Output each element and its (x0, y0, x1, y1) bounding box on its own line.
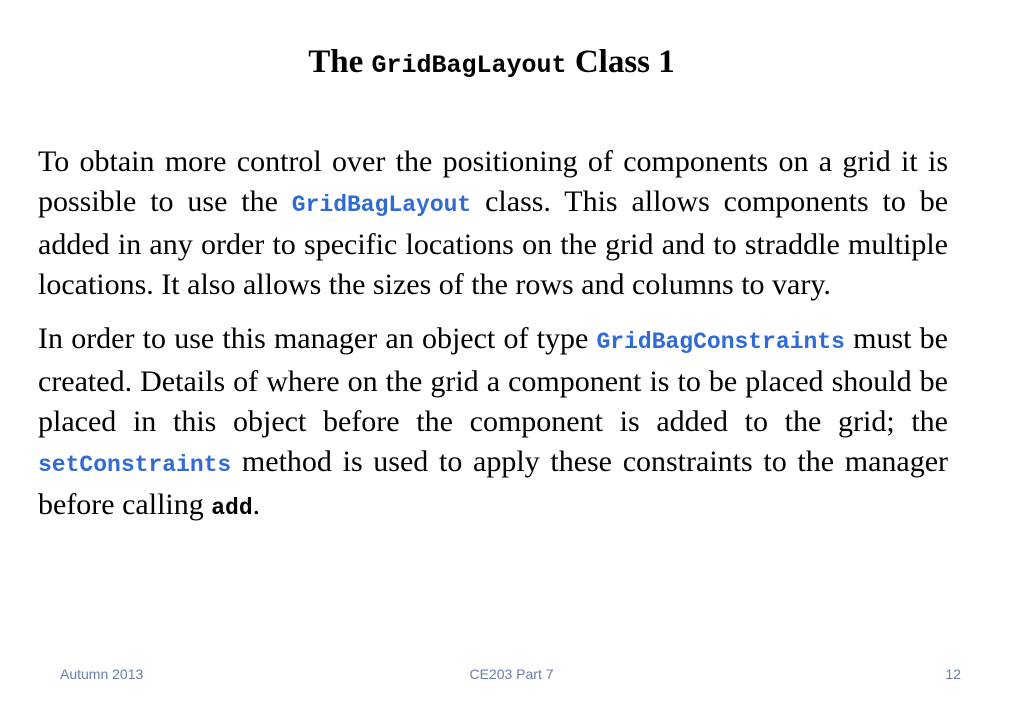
p1-code-gridbaglayout: GridBagLayout (291, 192, 472, 218)
p2-code-setconstraints: setConstraints (38, 452, 232, 478)
p1-text-2: class. This allows components to be added in any order to specific locations on the grid and to straddle multiple locations. It also allows the sizes of the rows and columns to vary. (38, 185, 949, 301)
title-code: GridBagLayout (371, 51, 567, 80)
p2-text-1: In order to use this manager an object of type (38, 322, 597, 355)
paragraph-2 (38, 319, 948, 528)
paragraph-1 (38, 142, 948, 305)
footer-date: Autumn 2013 (60, 666, 144, 682)
footer-course: CE203 Part 7 (469, 666, 554, 682)
p2-text-2: must be created. Details of where on the grid a component is to be placed should be placed in this object before the component is added to the grid; the (38, 322, 948, 438)
title-post: Class 1 (566, 44, 675, 80)
footer-page-number: 12 (945, 666, 961, 682)
p2-code-add: add (211, 495, 253, 521)
p2-text-3: method is used to apply these constraints to the manager before calling (38, 445, 948, 521)
p1-text-1: To obtain more control over the positioning of components on a grid it is possible to use the (38, 145, 948, 218)
slide-body (38, 142, 948, 542)
p2-text-4: . (252, 488, 261, 521)
title-pre: The (308, 44, 372, 80)
slide-title (0, 42, 983, 86)
p2-code-gridbagconstraints: GridBagConstraints (596, 329, 845, 355)
